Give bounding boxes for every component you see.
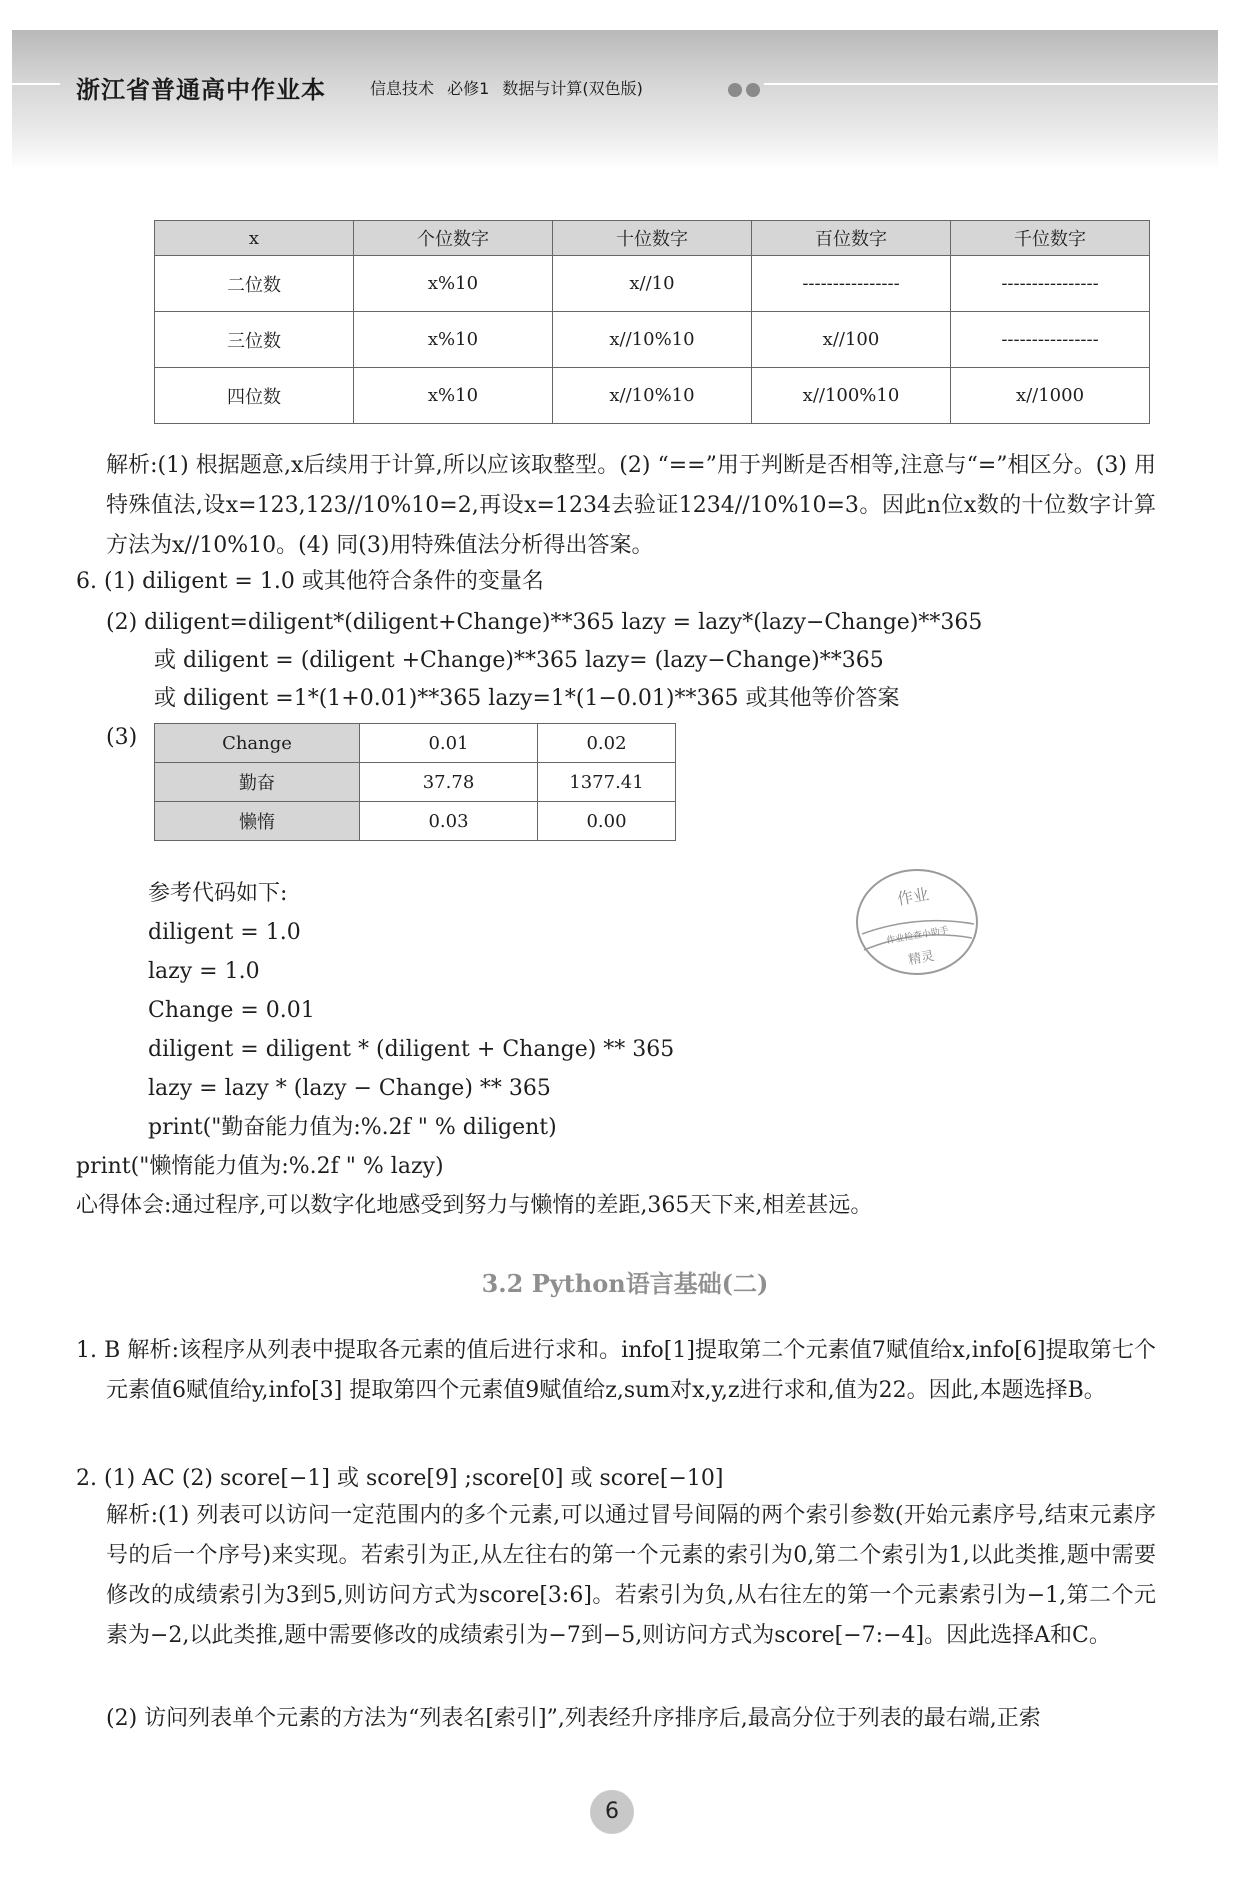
table-cell: 0.02	[538, 724, 676, 763]
table-row	[155, 368, 1150, 424]
table-header-cell: 百位数字	[752, 221, 951, 256]
code-line: lazy = 1.0	[148, 959, 260, 984]
table-cell: x//10%10	[553, 368, 752, 424]
code-line: diligent = diligent * (diligent + Change) ** 365	[148, 1037, 675, 1062]
code-line: Change = 0.01	[148, 998, 315, 1023]
table-cell: ----------------	[752, 256, 951, 312]
table-cell: x//10	[553, 256, 752, 312]
s2-question-2-analysis: 解析:(1) 列表可以访问一定范围内的多个元素,可以通过冒号间隔的两个索引参数(开始元素序号,结束元素序号的后一个序号)来实现。若索引为正,从左往右的第一个元素的索引为0,第二个索引为1,以此类推,题中需要修改的成绩索引为3到5,则访问方式为score[3:6]。若索引为负,从右往左的第一个元素索引为−1,第二个元素为−2,以此类推,题中需要修改的成绩索引为−7到−5,则访问方式为score[−7:−4]。因此选择A和C。	[106, 1503, 1156, 1648]
result-table	[154, 723, 676, 841]
q6-part3-label: (3)	[106, 725, 138, 750]
s2-question-2-head: 2. (1) AC (2) score[−1] 或 score[9] ;score[0] 或 score[−10]	[76, 1466, 724, 1491]
table-cell: x//10%10	[553, 312, 752, 368]
code-line: print("懒惰能力值为:%.2f " % lazy)	[76, 1154, 444, 1179]
s2-question-1: 1. B 解析:该程序从列表中提取各元素的值后进行求和。info[1]提取第二个元素值7赋值给x,info[6]提取第七个元素值6赋值给y,info[3] 提取第四个元素值9赋值给z,sum对x,y,z进行求和,值为22。因此,本题选择B。	[76, 1338, 1156, 1403]
digit-table	[154, 220, 1150, 424]
header-dot	[746, 83, 760, 97]
header-subtitle: 信息技术 必修1 数据与计算(双色版)	[370, 79, 643, 98]
stamp-bottom-text: 精灵	[907, 948, 936, 969]
table-row-label: 勤奋	[155, 763, 360, 802]
q6-part2-line3: 或 diligent =1*(1+0.01)**365 lazy=1*(1−0.01)**365 或其他等价答案	[154, 686, 900, 711]
header-title: 浙江省普通高中作业本	[76, 76, 326, 104]
table-header-cell: x	[155, 221, 354, 256]
table-cell: x//100	[752, 312, 951, 368]
table-row	[155, 312, 1150, 368]
table-cell: 37.78	[360, 763, 538, 802]
header-rule-left	[12, 83, 60, 85]
q6-part2-line1: (2) diligent=diligent*(diligent+Change)**365 lazy = lazy*(lazy−Change)**365	[106, 610, 983, 635]
table-row-label: 懒惰	[155, 802, 360, 841]
stamp-top-text: 作业	[895, 884, 931, 909]
table-cell: 0.00	[538, 802, 676, 841]
table-cell: x//1000	[951, 368, 1150, 424]
table-cell: ----------------	[951, 256, 1150, 312]
section-title: 3.2 Python语言基础(二)	[481, 1269, 769, 1298]
table-cell: x%10	[354, 312, 553, 368]
table-cell: 1377.41	[538, 763, 676, 802]
q6-part2-line2: 或 diligent = (diligent +Change)**365 lazy= (lazy−Change)**365	[154, 648, 884, 673]
page-header	[12, 30, 1218, 170]
q6-part1: 6. (1) diligent = 1.0 或其他符合条件的变量名	[76, 569, 544, 594]
table-row	[155, 802, 676, 841]
table-cell: ----------------	[951, 312, 1150, 368]
code-line: print("勤奋能力值为:%.2f " % diligent)	[148, 1115, 557, 1140]
header-dot	[728, 83, 742, 97]
code-line: diligent = 1.0	[148, 920, 301, 945]
table-cell: x//100%10	[752, 368, 951, 424]
table-cell: 三位数	[155, 312, 354, 368]
table-row	[155, 763, 676, 802]
table-header-cell: 千位数字	[951, 221, 1150, 256]
code-intro: 参考代码如下:	[148, 881, 288, 906]
page-number: 6	[590, 1790, 634, 1834]
table-cell: x%10	[354, 368, 553, 424]
stamp-seal-icon	[852, 862, 982, 982]
header-rule-right	[764, 83, 1218, 85]
code-line: lazy = lazy * (lazy − Change) ** 365	[148, 1076, 551, 1101]
table-header-row	[155, 221, 1150, 256]
table-header-cell: 十位数字	[553, 221, 752, 256]
table-header-cell: Change	[155, 724, 360, 763]
table-cell: 0.03	[360, 802, 538, 841]
table-header-cell: 个位数字	[354, 221, 553, 256]
s2-question-2-part2: (2) 访问列表单个元素的方法为“列表名[索引]”,列表经升序排序后,最高分位于列表的最右端,正索	[106, 1706, 1041, 1731]
stamp-middle-text: 作业检查小助手	[885, 925, 950, 947]
analysis-5: 解析:(1) 根据题意,x后续用于计算,所以应该取整型。(2) “==”用于判断是否相等,注意与“=”相区分。(3) 用特殊值法,设x=123,123//10%10=2,再设x=1234去验证1234//10%10=3。因此n位x数的十位数字计算方法为x//10%10。(4) 同(3)用特殊值法分析得出答案。	[106, 453, 1156, 558]
table-cell: 二位数	[155, 256, 354, 312]
reflection: 心得体会:通过程序,可以数字化地感受到努力与懒惰的差距,365天下来,相差甚远。	[76, 1193, 873, 1218]
table-row	[155, 256, 1150, 312]
table-cell: 四位数	[155, 368, 354, 424]
table-row	[155, 724, 676, 763]
table-cell: x%10	[354, 256, 553, 312]
table-cell: 0.01	[360, 724, 538, 763]
